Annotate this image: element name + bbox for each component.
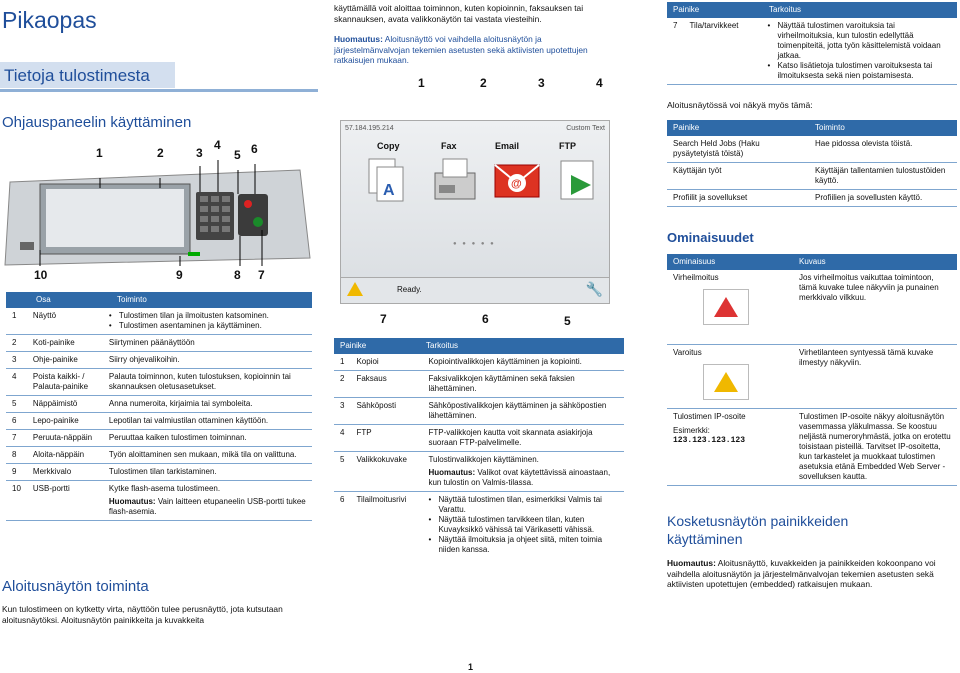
home-screen <box>340 120 610 304</box>
callout-7: 7 <box>258 268 265 282</box>
table-row: 5 Valikkokuvake Tulostinvalikkojen käyttäminen. Huomautus: Valikot ovat käytettävissä ainoastaan, kun tulostin on Valmis-tilassa. <box>334 452 624 492</box>
parts-table <box>6 292 312 521</box>
table-row: 1 Kopioi Kopiointivalikkojen käyttäminen ja kopiointi. <box>334 354 624 371</box>
error-icon <box>703 289 749 325</box>
email-label: Email <box>495 141 520 151</box>
copy-label: Copy <box>377 141 400 151</box>
touch-heading: Kosketusnäytön painikkeiden käyttäminen <box>667 513 849 548</box>
document-title: Pikaopas <box>2 7 97 33</box>
callout-2: 2 <box>157 146 164 160</box>
callout-1: 1 <box>96 146 103 160</box>
page-dots: ● ● ● ● ● <box>453 241 496 247</box>
table-row: 10 USB-portti Kytke flash-asema tulostimeen. Huomautus: Vain laitteen etupaneelin USB-portti tukee flash-asemia. <box>6 481 312 521</box>
warning-feature-icon <box>703 364 749 400</box>
screen-buttons-table <box>334 338 624 558</box>
table-row: 3 Sähköposti Sähköpostivalikkojen käyttäminen ja sähköpostien lähettäminen. <box>334 398 624 425</box>
callout-10: 10 <box>34 268 48 282</box>
table-row: Search Held Jobs (Haku pysäytetyistä töistä) Hae pidossa olevista töistä. <box>667 136 957 163</box>
home-heading: Aloitusnäytön toiminta <box>2 578 149 595</box>
screen-callout-7: 7 <box>380 312 387 326</box>
table-row: 4 FTP FTP-valikkojen kautta voit skannata asiakirjoja suoraan FTP-palvelimelle. <box>334 425 624 452</box>
table-row: 6 Tilailmoitusrivi • Näyttää tulostimen tilan, esimerkiksi Valmis tai Varattu. • Näyttää tulostimen tarvikkeen tilan, kuten Kuvayksikkö vähissä tai Värikasetti vähissä. • Näyttää ilmoituksia ja ohjeet siitä, miten toimia niiden kanssa. <box>334 492 624 559</box>
wrench-icon[interactable]: 🔧 <box>585 281 603 297</box>
table-row: 7 Peruuta-näppäin Peruuttaa kaiken tulostimen toiminnan. <box>6 430 312 447</box>
printer-panel-drawing <box>0 140 318 285</box>
section-title: Tietoja tulostimesta <box>0 62 175 88</box>
status-text: Ready. <box>397 285 422 294</box>
table-row: Varoitus Virhetilanteen syntyessä tämä kuvake ilmestyy näkyviin. <box>667 344 957 408</box>
table-row: Profiilit ja sovellukset Profiilien ja sovellusten käyttö. <box>667 190 957 207</box>
screen-callout-6: 6 <box>482 312 489 326</box>
screen-callout-2: 2 <box>480 76 487 90</box>
ftp-icon <box>551 155 607 207</box>
table-row: 6 Lepo-painike Lepotilan tai valmiustilan ottaminen käyttöön. <box>6 413 312 430</box>
table-row: Tulostimen IP-osoite Esimerkki: 123.123.123.123 Tulostimen IP-osoite näkyy aloitusnäytön vasemmassa yläkulmassa. Se koostuu neljästä numeroryhmästä, jotka on erotettu toisistaan pisteillä. Tarvitset IP-osoitetta, kun tarkastelet ja muokkaat tulostimen asetuksia etänä Embedded Web Server -sovelluksen kautta. <box>667 408 957 485</box>
table-row: 9 Merkkivalo Tulostimen tilan tarkistaminen. <box>6 464 312 481</box>
screen-callout-4: 4 <box>596 76 603 90</box>
fax-icon <box>427 155 483 207</box>
fax-label: Fax <box>441 141 457 151</box>
features-table: Ominaisuus Kuvaus Virheilmoitus Jos virheilmoitus vaikuttaa toimintoon, tämä kuvake tulee näkyviin ja punainen merkkivalo vilkkuu. Varoitus Virhetilanteen syntyessä tämä kuvake ilmestyy näkyviin. Tulostimen IP-osoite Esimerkki: 123.123.123.123 Tulostimen IP-osoite näkyy aloitusnäytön vasemmassa yläkulmassa. Se koostuu neljästä numeroryhmästä, jotka on erotettu toisistaan pisteillä. Tarvitset IP-osoitetta, kun tarkastelet ja muokkaat tulostimen asetuksia etänä Embedded Web Server -sovelluksen kautta. <box>667 254 957 486</box>
table-row: 4 Poista kaikki- / Palauta-painike Palauta toiminnon, kuten tulostuksen, kopioinnin tai skannauksen oletusasetukset. <box>6 369 312 396</box>
table-row: 1 Näyttö • Tulostimen tilan ja ilmoitusten katsominen. • Tulostimen asentaminen ja käyttäminen. <box>6 308 312 335</box>
table-row: 5 Näppäimistö Anna numeroita, kirjaimia tai symboleita. <box>6 396 312 413</box>
title-header <box>0 0 318 92</box>
callout-8: 8 <box>234 268 241 282</box>
panel-heading: Ohjauspaneelin käyttäminen <box>2 114 192 131</box>
svg-text:A: A <box>383 182 395 199</box>
page-number: 1 <box>468 662 474 672</box>
ftp-label: FTP <box>559 141 576 151</box>
status-table: Painike Tarkoitus 7 Tila/tarvikkeet • Näyttää tulostimen varoituksia tai virheilmoituksia, kun tulostin edellyttää toimenpiteitä, jotta työn käsittelemistä voidaan jatkaa. • Katso lisätietoja tulostimen varoituksesta tai ilmoituksesta sekä nien poistamisesta. <box>667 2 957 85</box>
parts-table-header <box>6 292 312 308</box>
ftp-button[interactable] <box>551 155 607 207</box>
home-screen-illustration <box>340 76 640 336</box>
email-button[interactable] <box>489 155 545 207</box>
warning-icon[interactable] <box>347 282 363 296</box>
touch-note: Huomautus: Aloitusnäyttö, kuvakkeiden ja painikkeiden kokoonpano voi vaihdella aloitusnäytön ja järjestelmänvalvojan tekemien asetusten sekä aktiivisten upotettujen (embedded) ratkaisujen mukaan. <box>667 558 936 589</box>
table-row: 7 Tila/tarvikkeet • Näyttää tulostimen varoituksia tai virheilmoituksia, kun tulostin edellyttää toimenpiteitä, jotta työn käsittelemistä voidaan jatkaa. • Katso lisätietoja tulostimen varoituksesta tai ilmoituksesta sekä nien poistamisesta. <box>667 18 957 85</box>
ip-address: 57.184.195.214 <box>345 125 394 132</box>
also-text: Aloitusnäytössä voi näkyä myös tämä: <box>667 100 813 110</box>
table-row: 8 Aloita-näppäin Työn aloittaminen sen mukaan, mikä tila on valittuna. <box>6 447 312 464</box>
table-row: Käyttäjän työt Käyttäjän tallentamien tulostustöiden käyttö. <box>667 163 957 190</box>
control-panel-illustration <box>0 140 318 285</box>
screen-callout-1: 1 <box>418 76 425 90</box>
column-1 <box>0 0 318 673</box>
table-row: Virheilmoitus Jos virheilmoitus vaikuttaa toimintoon, tämä kuvake tulee näkyviin ja punainen merkkivalo vilkkuu. <box>667 270 957 344</box>
copy-button[interactable] <box>363 155 417 207</box>
copy-icon <box>363 155 417 207</box>
extra-buttons-table: Painike Toiminto Search Held Jobs (Haku pysäytetyistä töistä) Hae pidossa olevista töistä. Käyttäjän työt Käyttäjän tallentamien tulostustöiden käyttö. Profiilit ja sovellukset Profiilien ja sovellusten käyttö. <box>667 120 957 207</box>
callout-4: 4 <box>214 138 221 152</box>
intro-note: Huomautus: Aloitusnäyttö voi vaihdella aloitusnäytön ja järjestelmänvalvojan tekemien asetusten sekä aktiivisten upotettujen ratkaisujen mukaan. <box>334 34 588 65</box>
screen-table-header: Painike Tarkoitus <box>334 338 624 354</box>
features-heading: Ominaisuudet <box>667 230 754 245</box>
email-icon <box>489 155 545 207</box>
fax-button[interactable] <box>427 155 483 207</box>
screen-callout-5: 5 <box>564 314 571 328</box>
table-row: 2 Koti-painike Siirtyminen päänäyttöön <box>6 335 312 352</box>
status-bar <box>341 277 609 303</box>
callout-9: 9 <box>176 268 183 282</box>
custom-text: Custom Text <box>566 125 605 132</box>
column-2 <box>334 0 642 673</box>
svg-text:@: @ <box>511 178 522 190</box>
home-text: Kun tulostimeen on kytketty virta, näyttöön tulee perusnäyttö, jota kutsutaan aloitusnäytöksi. Aloitusnäytön painikkeita ja kuvakkeita <box>2 604 283 625</box>
screen-callout-3: 3 <box>538 76 545 90</box>
column-3 <box>667 0 957 673</box>
callout-6: 6 <box>251 142 258 156</box>
parts-table-body <box>6 308 312 521</box>
intro-text: käyttämällä voit aloittaa toiminnon, kuten kopioinnin, faksauksen tai skannauksen, avata valikkonäytön tai vastata viesteihin. <box>334 3 584 24</box>
header-part: Osa <box>36 295 51 304</box>
callout-5: 5 <box>234 148 241 162</box>
table-row: 3 Ohje-painike Siirry ohjevalikoihin. <box>6 352 312 369</box>
callout-3: 3 <box>196 146 203 160</box>
table-row: 2 Faksaus Faksivalikkojen käyttäminen sekä faksien lähettäminen. <box>334 371 624 398</box>
header-function: Toiminto <box>117 295 147 304</box>
